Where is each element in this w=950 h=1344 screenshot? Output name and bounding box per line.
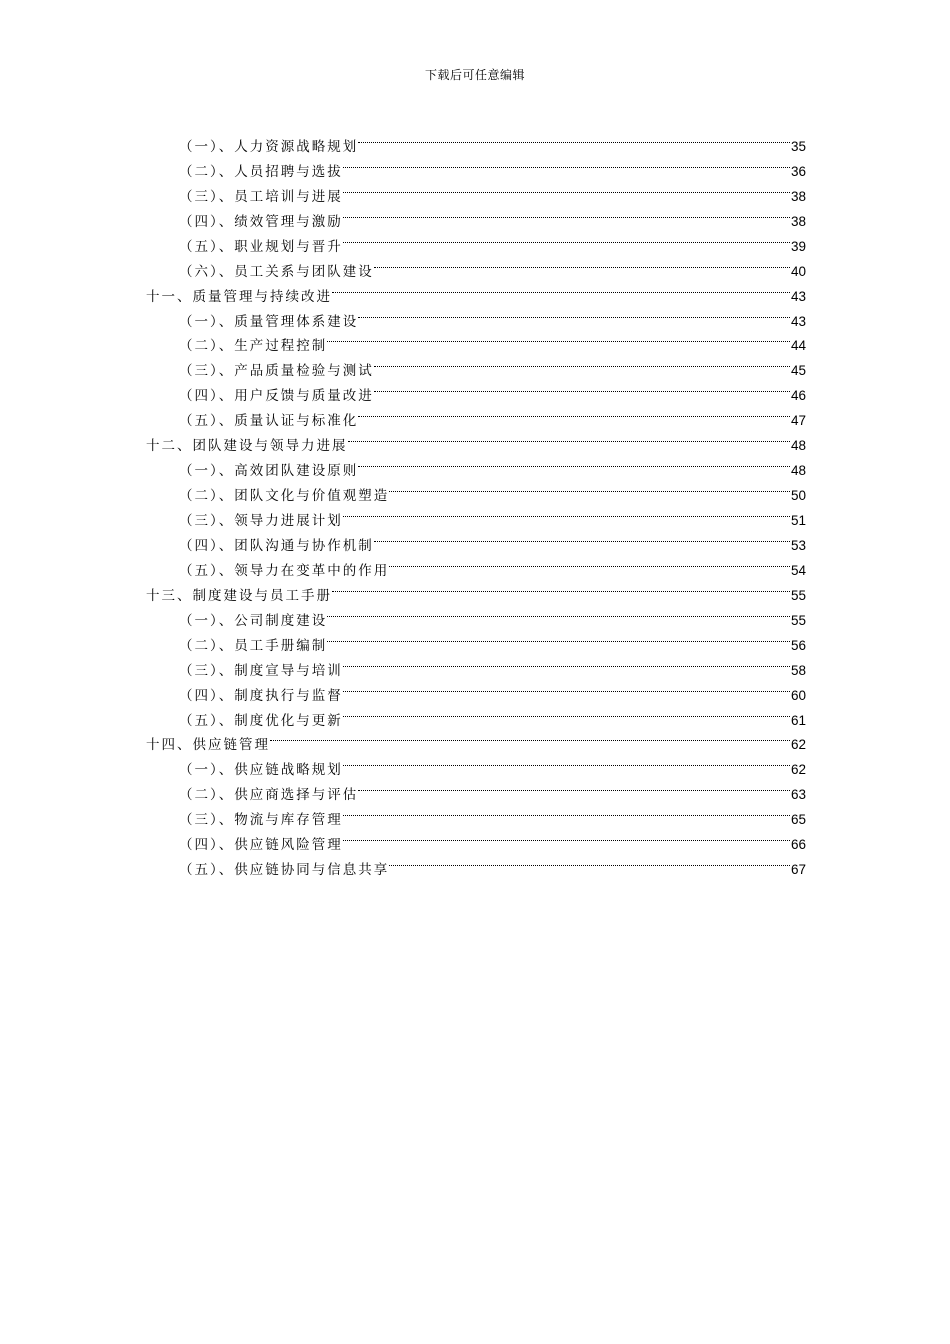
toc-page-number: 46 bbox=[790, 388, 806, 404]
toc-entry-title: （二）、员工手册编制 bbox=[179, 637, 328, 654]
toc-entry-title: （六）、员工关系与团队建设 bbox=[179, 263, 374, 280]
toc-page-number: 65 bbox=[790, 812, 806, 828]
toc-page-number: 43 bbox=[790, 288, 806, 304]
toc-page-number: 50 bbox=[790, 488, 806, 504]
toc-dot-leader bbox=[343, 151, 791, 176]
toc-page-number: 39 bbox=[790, 238, 806, 254]
toc-entry-title: （一）、质量管理体系建设 bbox=[179, 313, 359, 330]
toc-dot-leader bbox=[374, 525, 791, 550]
toc-page-number: 44 bbox=[790, 338, 806, 354]
toc-dot-leader bbox=[343, 500, 791, 525]
toc-dot-leader bbox=[343, 226, 791, 251]
toc-page-number: 58 bbox=[790, 662, 806, 678]
toc-entry-title: （四）、供应链风险管理 bbox=[179, 837, 343, 854]
toc-dot-leader bbox=[374, 350, 791, 375]
toc-dot-leader bbox=[327, 625, 791, 650]
toc-entry-title: （二）、生产过程控制 bbox=[179, 338, 328, 355]
toc-page-number: 35 bbox=[790, 138, 806, 154]
toc-entry-title: （三）、制度宣导与培训 bbox=[179, 662, 343, 679]
toc-entry-title: （二）、供应商选择与评估 bbox=[179, 787, 359, 804]
toc-dot-leader bbox=[358, 774, 791, 799]
toc-entry-title: 十三、制度建设与员工手册 bbox=[146, 587, 332, 604]
toc-page-number: 66 bbox=[790, 837, 806, 853]
toc-page-number: 55 bbox=[790, 587, 806, 603]
toc-dot-leader bbox=[374, 251, 791, 276]
toc-dot-leader bbox=[358, 400, 791, 425]
toc-dot-leader bbox=[343, 799, 791, 824]
toc-dot-leader bbox=[389, 849, 791, 874]
toc-page-number: 48 bbox=[790, 438, 806, 454]
toc-entry-title: （一）、供应链战略规划 bbox=[179, 762, 343, 779]
toc-entry-title: （一）、公司制度建设 bbox=[179, 612, 328, 629]
toc-dot-leader bbox=[389, 550, 791, 575]
toc-dot-leader bbox=[389, 475, 791, 500]
toc-entry-title: （四）、团队沟通与协作机制 bbox=[179, 537, 374, 554]
toc-page-number: 55 bbox=[790, 612, 806, 628]
table-of-contents bbox=[146, 126, 806, 879]
toc-page-number: 62 bbox=[790, 762, 806, 778]
toc-entry-title: （一）、人力资源战略规划 bbox=[179, 138, 359, 155]
toc-entry-title: （一）、高效团队建设原则 bbox=[179, 463, 359, 480]
toc-entry-title: （三）、领导力进展计划 bbox=[179, 513, 343, 529]
toc-dot-leader bbox=[343, 749, 791, 774]
toc-page-number: 43 bbox=[790, 313, 806, 329]
toc-dot-leader bbox=[327, 600, 791, 625]
toc-dot-leader bbox=[358, 450, 791, 475]
toc-dot-leader bbox=[332, 276, 791, 301]
toc-entry-title: （四）、用户反馈与质量改进 bbox=[179, 388, 374, 405]
page-header: 下载后可任意编辑 bbox=[424, 68, 525, 82]
toc-dot-leader bbox=[343, 824, 791, 849]
toc-entry-title: 十二、团队建设与领导力进展 bbox=[146, 438, 348, 455]
toc-page-number: 38 bbox=[790, 188, 806, 204]
toc-entry-title: （三）、产品质量检验与测试 bbox=[179, 363, 374, 380]
toc-dot-leader bbox=[343, 201, 791, 226]
toc-dot-leader bbox=[343, 176, 791, 201]
toc-dot-leader bbox=[332, 575, 791, 600]
toc-page-number: 51 bbox=[790, 513, 806, 528]
toc-entry-title: （五）、领导力在变革中的作用 bbox=[179, 562, 390, 579]
toc-dot-leader bbox=[343, 700, 791, 725]
toc-entry-title: （五）、职业规划与晋升 bbox=[179, 238, 343, 255]
toc-entry-title: （三）、物流与库存管理 bbox=[179, 812, 343, 829]
toc-page-number: 63 bbox=[790, 787, 806, 803]
toc-page-number: 54 bbox=[790, 562, 806, 578]
toc-dot-leader bbox=[358, 301, 791, 326]
toc-entry-title: （三）、员工培训与进展 bbox=[179, 188, 343, 205]
toc-section-entry[interactable] bbox=[146, 126, 806, 155]
toc-page-number: 60 bbox=[790, 687, 806, 703]
toc-entry-title: 十一、质量管理与持续改进 bbox=[146, 288, 332, 305]
toc-dot-leader bbox=[348, 425, 791, 450]
toc-page-number: 45 bbox=[790, 363, 806, 379]
toc-dot-leader bbox=[343, 650, 791, 675]
toc-page-number: 56 bbox=[790, 637, 806, 653]
toc-dot-leader bbox=[343, 675, 791, 700]
toc-page-number: 47 bbox=[790, 413, 806, 429]
toc-entry-title: （二）、人员招聘与选拔 bbox=[179, 163, 343, 180]
toc-entry-title: （五）、制度优化与更新 bbox=[179, 712, 343, 729]
toc-page-number: 67 bbox=[790, 862, 806, 878]
toc-entry-title: （四）、制度执行与监督 bbox=[179, 687, 343, 704]
toc-dot-leader bbox=[374, 375, 791, 400]
toc-dot-leader bbox=[270, 725, 791, 750]
toc-page-number: 38 bbox=[790, 213, 806, 229]
toc-page-number: 48 bbox=[790, 463, 806, 479]
toc-page-number: 53 bbox=[790, 537, 806, 553]
toc-entry-title: （五）、供应链协同与信息共享 bbox=[179, 862, 390, 879]
toc-page-number: 36 bbox=[790, 163, 806, 179]
toc-entry-title: （四）、绩效管理与激励 bbox=[179, 213, 343, 230]
toc-dot-leader bbox=[358, 126, 791, 151]
toc-dot-leader bbox=[327, 326, 791, 351]
toc-page-number: 40 bbox=[790, 263, 806, 279]
toc-entry-title: （二）、团队文化与价值观塑造 bbox=[179, 488, 390, 505]
toc-page-number: 61 bbox=[790, 712, 806, 728]
toc-page-number: 62 bbox=[790, 737, 806, 753]
toc-entry-title: 十四、供应链管理 bbox=[146, 737, 270, 754]
toc-entry-title: （五）、质量认证与标准化 bbox=[179, 413, 359, 430]
